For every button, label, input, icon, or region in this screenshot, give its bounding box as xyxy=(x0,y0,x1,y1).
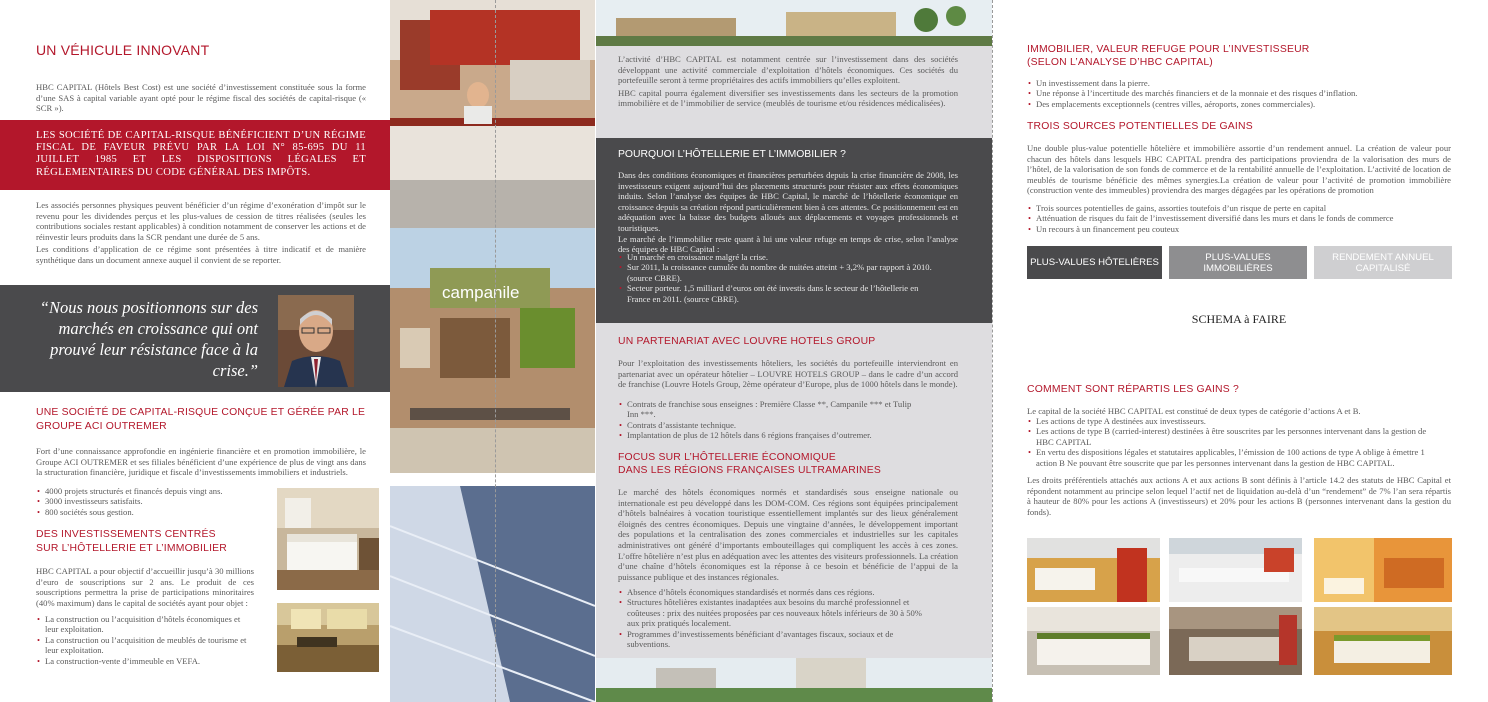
why-text xyxy=(618,170,958,255)
repartition-text-2: Les droits préférentiels attachés aux actions A et aux actions B sont définis à l’article 14.2 des statuts de HBC Capital et répondent notamment au principe selon lequel l’actif net de liquidation au-delà d’un “rendement” de 7% l’an sera répartis à hauteur de 80% pour les actions A (investisseurs) et 20% pour les actions B (personnes intervenant dans la gestion du fonds). xyxy=(1027,475,1451,517)
list-item: • Implantation de plus de 12 hôtels dans 6 régions françaises d’outremer. xyxy=(618,430,918,440)
section-aci-title: UNE SOCIÉTÉ DE CAPITAL-RISQUE CONÇUE ET GÉRÉE PAR LE GROUPE ACI OUTREMER xyxy=(36,407,366,432)
page-title: UN VÉHICULE INNOVANT xyxy=(36,42,210,58)
list-item: • Trois sources potentielles de gains, assorties toutefois d’un risque de perte en capital xyxy=(1027,203,1451,213)
list-item: • Contrats de franchise sous enseignes : Première Classe **, Campanile *** et Tulip Inn ***. xyxy=(618,399,918,420)
hotel-room-photo xyxy=(277,488,379,590)
focus-title-line2: DANS LES RÉGIONS FRANÇAISES ULTRAMARINES xyxy=(618,465,882,476)
campanile-hotel-photo xyxy=(390,228,595,473)
list-item: • Contrats d’assistante technique. xyxy=(618,420,918,430)
room-photo-2 xyxy=(1169,538,1302,602)
schema-placeholder: SCHEMA à FAIRE xyxy=(1191,312,1287,326)
list-item: • Un marché en croissance malgré la crise. xyxy=(618,252,938,262)
campanile-sign: campanile xyxy=(442,283,520,302)
list-item: • La construction ou l’acquisition d’hôtels économiques et leur exploitation. xyxy=(36,614,254,635)
refuge-title-line1: IMMOBILIER, VALEUR REFUGE POUR L’INVESTISSEUR xyxy=(1027,44,1310,55)
tax-text xyxy=(36,200,366,268)
why-para-2: Le marché de l’immobilier reste quant à lui une valeur refuge en temps de crise, selon l’analyse des équipes de HBC Capital : xyxy=(618,233,958,255)
louvre-text: Pour l’exploitation des investissements hôteliers, les sociétés du portefeuille interviendront en partenariat avec un opérateur hôtelier – LOUVRE HOTELS GROUP – dans le cadre d’un accord de franchise (Louvre Hotels Group, 2ème opérateur d’Europe, plus de 1000 hôtels dans le monde). xyxy=(618,358,958,390)
list-item: • Secteur porteur. 1,5 milliard d’euros ont été investis dans le secteur de l’hôtellerie en France en 2011. (source CBRE). xyxy=(618,283,938,304)
red-banner xyxy=(0,120,390,190)
refuge-title xyxy=(1027,44,1309,69)
list-item: • Une réponse à l’incertitude des marchés financiers et de la monnaie et des risques d’inflation. xyxy=(1027,88,1447,98)
list-item: • Sur 2011, la croissance cumulée du nombre de nuitées atteint + 3,2% par rapport à 2010. (source CBRE). xyxy=(618,262,938,283)
list-item: • Un investissement dans la pierre. xyxy=(1027,78,1447,88)
lobby-photo xyxy=(277,603,379,672)
repartition-list xyxy=(1027,416,1443,468)
refuge-title-line2: (SELON L’ANALYSE D’HBC CAPITAL) xyxy=(1027,56,1213,68)
list-item: • 3000 investisseurs satisfaits. xyxy=(36,496,256,506)
tax-para-2: Les conditions d’application de ce régime sont présentées à titre indicatif et de manière synthétique dans un document annexe auquel il convient de se reporter. xyxy=(36,244,366,265)
portrait-photo xyxy=(278,295,354,387)
list-item: • Programmes d’investissements bénéficiant d’avantages fiscaux, sociaux et de subventions. xyxy=(618,629,928,650)
gains-list xyxy=(1027,203,1451,234)
section-invest-text: HBC CAPITAL a pour objectif d’accueillir jusqu’à 30 millions d’euro de souscriptions sur 2 ans. Le produit de ces souscriptions permettra la prise de participations minoritaires (40% maximum) dans le capital de sociétés ayant pour objet : xyxy=(36,566,254,608)
repartition-text: Le capital de la société HBC CAPITAL est constitué de deux types de catégorie d’actions A et B. xyxy=(1027,406,1361,416)
resort-photo xyxy=(596,0,992,46)
list-item: • Atténuation de risques du fait de l’investissement diversifié dans les murs et dans le fonds de commerce xyxy=(1027,213,1451,223)
room-photo-4 xyxy=(1027,607,1160,675)
fold-line xyxy=(992,0,993,702)
why-band xyxy=(596,138,992,323)
room-photo-6 xyxy=(1314,607,1452,675)
gain-box-hotel: PLUS-VALUES HÔTELIÈRES xyxy=(1027,246,1162,279)
why-para-1: Dans des conditions économiques et financières perturbées depuis la crise financière de 2008, les investisseurs exigent aujourd’hui des placements structurés pour résister aux effets économiques induits. Selon l’analyse des équipes de HBC Capital, le marché de l’hôtellerie économique en croissance depuis sa création répond particulièrement bien à ces attentes. Ce positionnement est en adéquation avec la baisse des budgets alloués aux déplacements et voyages professionnels et touristiques. xyxy=(618,170,958,233)
intro-band-text xyxy=(618,54,958,111)
list-item: • Un recours à un financement peu couteux xyxy=(1027,224,1451,234)
invest-list xyxy=(36,614,254,666)
room-photo-3 xyxy=(1314,538,1452,602)
list-item: • Les actions de type B (carried-interest) destinées à être souscrites par les personnes intervenant dans la gestion de HBC CAPITAL xyxy=(1027,426,1443,447)
intro-text: HBC CAPITAL (Hôtels Best Cost) est une société d’investissement constituée sous la forme d’une SAS à capital variable ayant opté pour le régime fiscal des sociétés de capital-risque (« SCR »). xyxy=(36,82,366,114)
section-invest-title-line1: DES INVESTISSEMENTS CENTRÉS xyxy=(36,529,216,540)
list-item: • 800 sociétés sous gestion. xyxy=(36,507,256,517)
list-item: • Des emplacements exceptionnels (centres villes, aéroports, zones commerciales). xyxy=(1027,99,1447,109)
gains-title: TROIS SOURCES POTENTIELLES DE GAINS xyxy=(1027,121,1253,132)
room-photo-1 xyxy=(1027,538,1160,602)
gain-box-yield: RENDEMENT ANNUEL CAPITALISÉ xyxy=(1314,246,1452,279)
quote-text: “Nous nous positionnons sur des marchés en croissance qui ont prouvé leur résistance face à la crise.” xyxy=(39,298,258,380)
focus-text: Le marché des hôtels économiques normés et standardisés sous enseigne nationale ou internationale est peu développé dans les DOM-COM. Ces régions sont équipées principalement d’hôtels balnéaires à vocation touristique essentiellement implantés sur des lieux généralement éloignés des centres économiques. Depuis une vingtaine d’années, le développement important des populations et la centralisation des zones commerciales et industrielles sur les capitales administratives ont généré d’importants embouteillages qui compliquent les accès à ces zones. L’offre hôtelière n’est plus en adéquation avec les attentes des visiteurs professionnels. La création d’une chaîne d’hôtels économiques est la réponse à ce besoin et bénéficie de l’appui de la puissance publique et des instances régionales. xyxy=(618,487,958,582)
partner-band xyxy=(596,323,992,658)
list-item: • 4000 projets structurés et financés depuis vingt ans. xyxy=(36,486,256,496)
list-item: • La construction-vente d’immeuble en VEFA. xyxy=(36,656,254,666)
tax-para-1: Les associés personnes physiques peuvent bénéficier d’un régime d’exonération d’impôt sur le revenu pour les dividendes perçus et les plus-values de cession de titres réalisées (seules les contributions sociales restant applicables) à condition notamment de conserver les actions et de réinvestir leurs produits dans la SCR pendant une durée de 5 ans. xyxy=(36,200,366,242)
city-photo xyxy=(596,658,992,702)
louvre-title: UN PARTENARIAT AVEC LOUVRE HOTELS GROUP xyxy=(618,336,876,347)
intro-band xyxy=(596,46,992,138)
intro-band-para-1: L’activité d’HBC CAPITAL est notamment centrée sur l’investissement dans des sociétés développant une activité commerciale d’exploitation d’hôtels économiques. Ces sociétés du portefeuille seront à terme propriétaires des actifs immobiliers qu’elles exploitent. xyxy=(618,54,958,86)
why-list xyxy=(618,252,938,304)
list-item: • En vertu des dispositions légales et statutaires applicables, l’émission de 100 actions de type A oblige à émettre 1 action B Ne pouvant être souscrite que par les personnes intervenant dans la gestion de HBC CAPITAL. xyxy=(1027,447,1443,468)
louvre-list xyxy=(618,399,918,441)
list-item: • Absence d’hôtels économiques standardisés et normés dans ces régions. xyxy=(618,587,928,597)
intro-band-para-2: HBC capital pourra également diversifier ses investissements dans les secteurs de la promotion immobilière et de l’immobilier de service (meublés de tourisme et/ou résidences médicalisées). xyxy=(618,87,958,109)
list-item: • Structures hôtelières existantes inadaptées aux besoins du marché professionnel et coûteuses : prix des nuitées proposées par ces nouveaux hôtels inférieurs de 30 à 50% aux prix pratiqués localement. xyxy=(618,597,928,628)
list-item: • La construction ou l’acquisition de meublés de tourisme et leur exploitation. xyxy=(36,635,254,656)
gains-text: Une double plus-value potentielle hôtelière et immobilière assortie d’un rendement annuel. La création de valeur pour chacun des hôtels dans lesquels HBC CAPITAL prendra des participations proviendra de la valorisation des murs de l’hôtel, de la valorisation de son fonds de commerce et de la rentabilité annuelle de l’exploitation. L’activité de location de meublés de tourisme bénéficie des mêmes synergies.La création de valeur pour l’activité de promotion immobilière (construction vente des immeubles) proviendra des marges dégagées par les opérations de promotion xyxy=(1027,143,1451,196)
gain-box-real-estate: PLUS-VALUES IMMOBILIÈRES xyxy=(1169,246,1307,279)
refuge-list xyxy=(1027,78,1447,109)
why-title: POURQUOI L’HÔTELLERIE ET L’IMMOBILIER ? xyxy=(618,149,846,160)
fold-line xyxy=(495,0,496,702)
red-banner-text: LES SOCIÉTÉ DE CAPITAL-RISQUE BÉNÉFICIENT D’UN RÉGIME FISCAL DE FAVEUR PRÉVU PAR LA LOI N° 85-695 DU 11 JUILLET 1985 ET LES DISPOSITIONS LÉGALES ET RÉGLEMENTAIRES DU CODE GÉNÉRAL DES IMPÔTS. xyxy=(36,130,366,178)
tower-building-photo xyxy=(390,486,595,702)
focus-title xyxy=(618,451,881,477)
reception-photo xyxy=(390,0,595,228)
section-invest-title xyxy=(36,528,266,556)
section-invest-title-line2: SUR L’HÔTELLERIE ET L’IMMOBILIER xyxy=(36,543,227,554)
room-photo-5 xyxy=(1169,607,1302,675)
focus-title-line1: FOCUS SUR L’HÔTELLERIE ÉCONOMIQUE xyxy=(618,452,836,463)
repartition-title: COMMENT SONT RÉPARTIS LES GAINS ? xyxy=(1027,384,1239,395)
list-item: • Les actions de type A destinées aux investisseurs. xyxy=(1027,416,1443,426)
quote-band xyxy=(0,285,390,392)
focus-list xyxy=(618,587,928,649)
aci-list xyxy=(36,486,256,517)
section-aci-text: Fort d’une connaissance approfondie en ingénierie financière et en promotion immobilière, le Groupe ACI OUTREMER et ses filiales bénéficient d’une expérience de plus de vingt ans dans la structuration financière, juridique et fiscale d’investissements immobiliers et industriels. xyxy=(36,446,366,478)
